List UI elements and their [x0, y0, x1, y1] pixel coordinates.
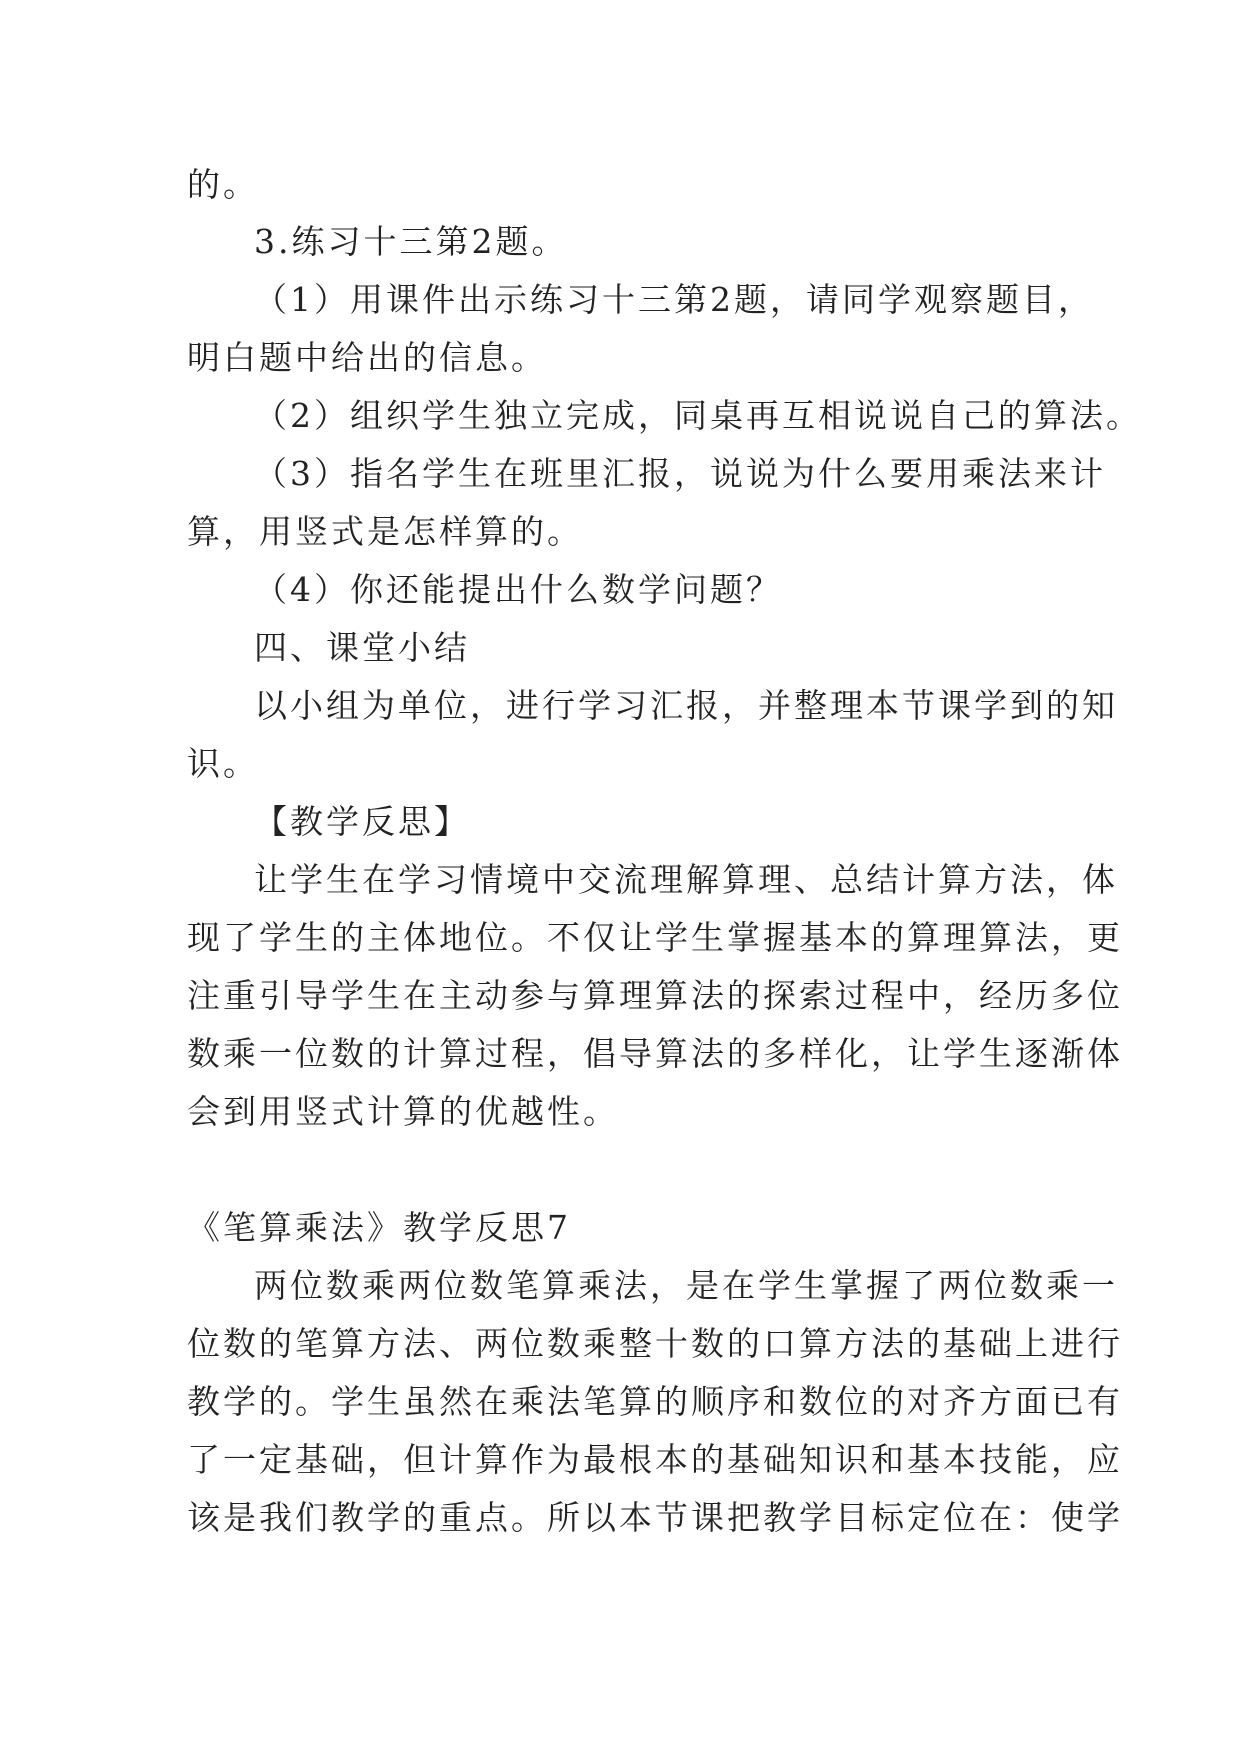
text-line: 两位数乘两位数笔算乘法，是在学生掌握了两位数乘一	[254, 1266, 1118, 1305]
text-line: （2）组织学生独立完成，同桌再互相说说自己的算法。	[254, 396, 1142, 435]
section-heading: 四、课堂小结	[254, 628, 470, 667]
text-line: 让学生在学习情境中交流理解算理、总结计算方法，体	[254, 860, 1118, 899]
text-line: 了一定基础，但计算作为最根本的基础知识和基本技能，应	[187, 1440, 1123, 1479]
text-line: 以小组为单位，进行学习汇报，并整理本节课学到的知	[254, 686, 1118, 725]
text-line: （4）你还能提出什么数学问题？	[254, 570, 782, 609]
section-heading: 【教学反思】	[254, 802, 470, 841]
text-line: 注重引导学生在主动参与算理算法的探索过程中，经历多位	[187, 976, 1123, 1015]
text-line: 的。	[187, 165, 259, 204]
text-line: （3）指名学生在班里汇报，说说为什么要用乘法来计	[254, 454, 1106, 493]
text-line: 现了学生的主体地位。不仅让学生掌握基本的算理算法，更	[187, 918, 1123, 957]
text-line: 识。	[187, 744, 259, 783]
text-line: 明白题中给出的信息。	[187, 338, 547, 377]
text-line: 会到用竖式计算的优越性。	[187, 1092, 619, 1131]
article-title: 《笔算乘法》教学反思7	[187, 1208, 571, 1247]
text-line: 位数的笔算方法、两位数乘整十数的口算方法的基础上进行	[187, 1324, 1123, 1363]
text-line: （1）用课件出示练习十三第2题，请同学观察题目，	[254, 280, 1094, 319]
text-line: 该是我们教学的重点。所以本节课把教学目标定位在：使学	[187, 1498, 1123, 1537]
text-line: 教学的。学生虽然在乘法笔算的顺序和数位的对齐方面已有	[187, 1382, 1123, 1421]
text-line: 数乘一位数的计算过程，倡导算法的多样化，让学生逐渐体	[187, 1034, 1123, 1073]
text-line: 3.练习十三第2题。	[254, 222, 568, 261]
text-line: 算，用竖式是怎样算的。	[187, 512, 583, 551]
